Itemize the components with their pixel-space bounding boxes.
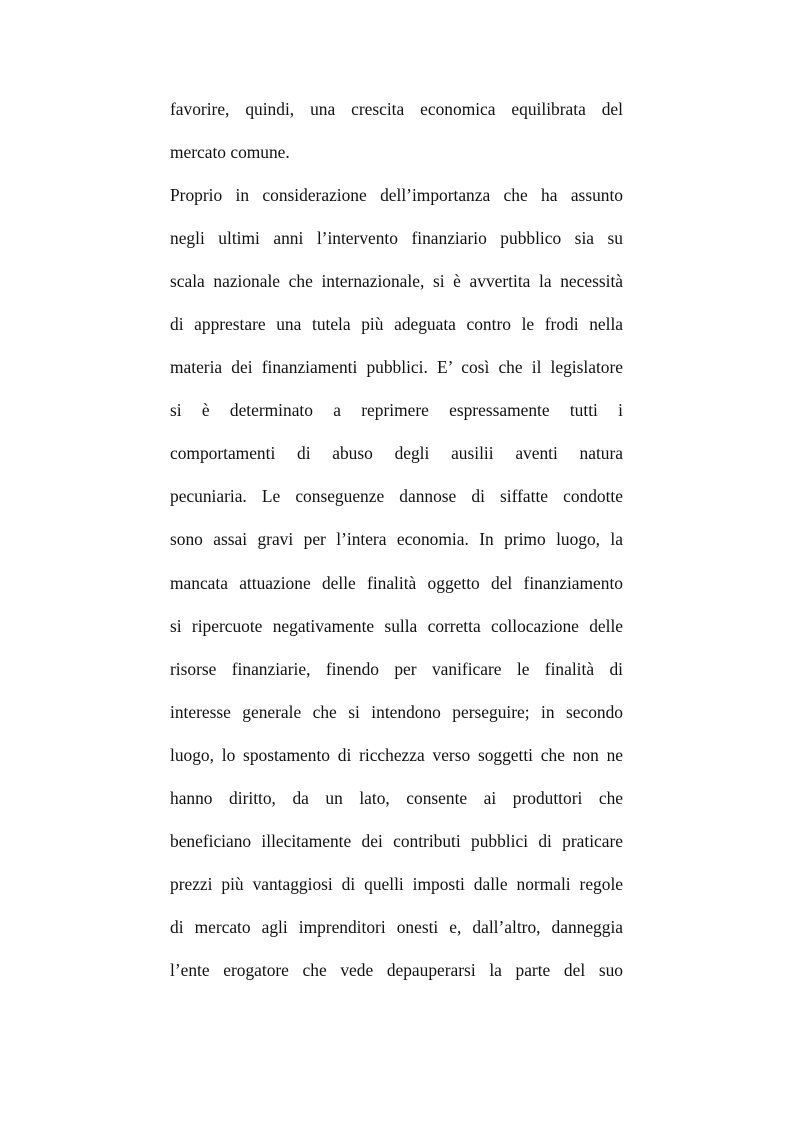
text-line: beneficiano illecitamente dei contributi pubblici di praticare — [170, 830, 623, 851]
text-line: negli ultimi anni l’intervento finanziario pubblico sia su — [170, 228, 623, 249]
text-line: di mercato agli imprenditori onesti e, dall’altro, danneggia — [170, 916, 623, 937]
text-line: interesse generale che si intendono perseguire; in secondo — [170, 701, 623, 722]
text-line: hanno diritto, da un lato, consente ai produttori che — [170, 787, 623, 808]
text-line: mancata attuazione delle finalità oggetto del finanziamento — [170, 572, 623, 593]
text-line: mercato comune. — [170, 142, 290, 163]
text-line: risorse finanziarie, finendo per vanificare le finalità di — [170, 658, 623, 679]
text-line: Proprio in considerazione dell’importanza che ha assunto — [170, 185, 623, 206]
text-line: di apprestare una tutela più adeguata contro le frodi nella — [170, 314, 623, 335]
text-line: materia dei finanziamenti pubblici. E’ così che il legislatore — [170, 357, 623, 378]
text-line: si ripercuote negativamente sulla corretta collocazione delle — [170, 615, 623, 636]
text-line: scala nazionale che internazionale, si è avvertita la necessità — [170, 271, 623, 292]
body-text — [170, 88, 623, 992]
text-line: si è determinato a reprimere espressamente tutti i — [170, 400, 623, 421]
text-line: pecuniaria. Le conseguenze dannose di siffatte condotte — [170, 486, 623, 507]
text-line: prezzi più vantaggiosi di quelli imposti dalle normali regole — [170, 873, 623, 894]
text-line: favorire, quindi, una crescita economica equilibrata del — [170, 99, 623, 119]
text-line: sono assai gravi per l’intera economia. In primo luogo, la — [170, 529, 623, 550]
text-line: luogo, lo spostamento di ricchezza verso soggetti che non ne — [170, 744, 623, 765]
text-line: comportamenti di abuso degli ausilii aventi natura — [170, 443, 623, 464]
text-line: l’ente erogatore che vede depauperarsi la parte del suo — [170, 959, 623, 980]
